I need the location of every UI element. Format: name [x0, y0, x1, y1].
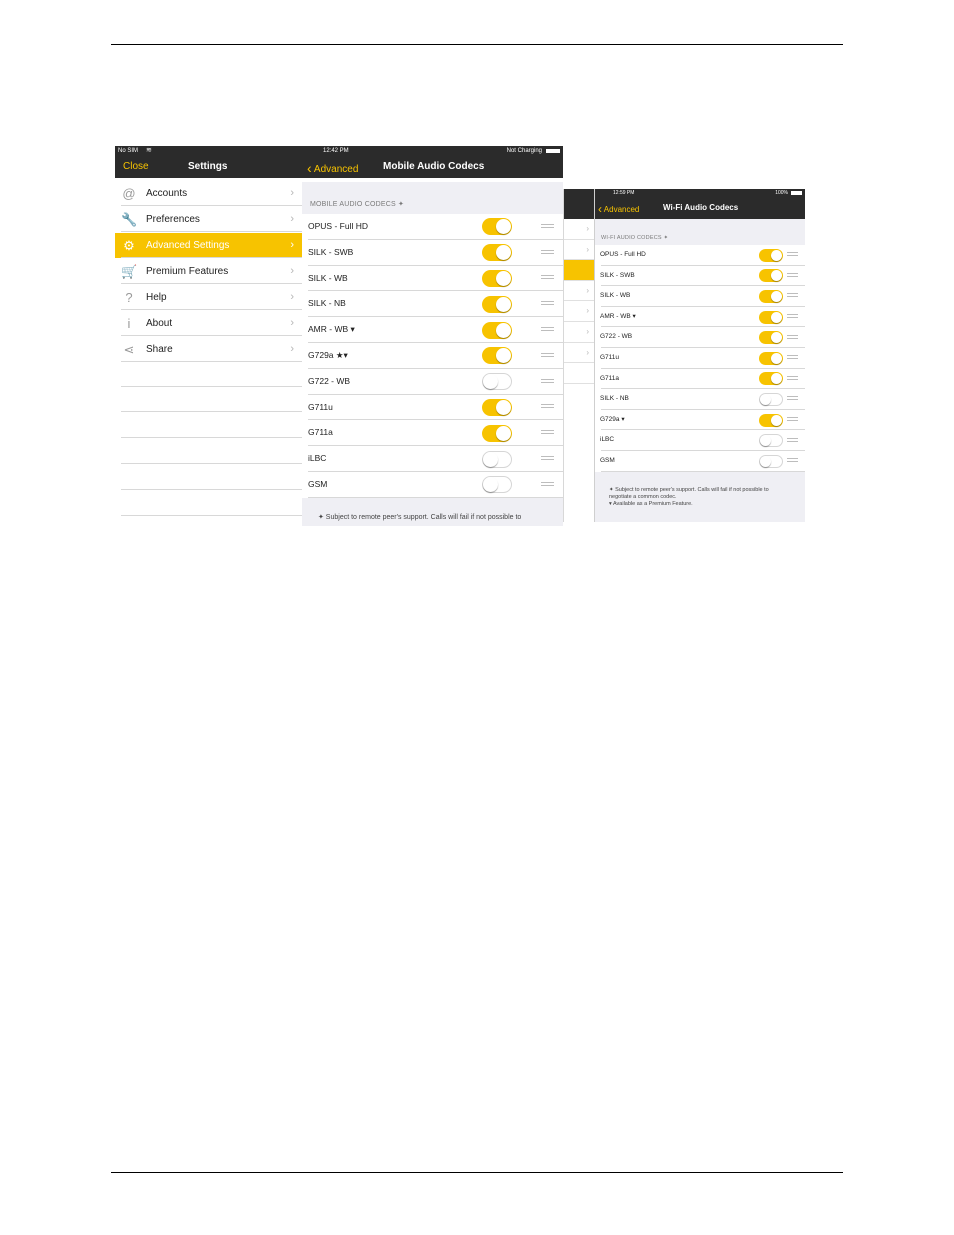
- codec-row: [302, 291, 563, 317]
- toggle-knob: [771, 353, 782, 364]
- reorder-handle-icon[interactable]: [541, 353, 554, 359]
- divider: [121, 257, 302, 258]
- chevron-right-icon: ›: [290, 343, 294, 355]
- divider: [121, 231, 302, 232]
- codec-toggle[interactable]: [482, 322, 512, 339]
- background-list-row: [564, 260, 595, 281]
- reorder-handle-icon[interactable]: [787, 355, 798, 361]
- chevron-right-icon: ›: [290, 239, 294, 251]
- divider: [121, 335, 302, 336]
- codec-toggle[interactable]: [759, 414, 783, 427]
- wifi-icon: ≋: [146, 147, 152, 154]
- codec-toggle[interactable]: [759, 352, 783, 365]
- codec-name: G729a ★▾: [308, 350, 348, 360]
- background-list-row: [564, 281, 595, 302]
- reorder-handle-icon[interactable]: [787, 273, 798, 279]
- codec-name: OPUS - Full HD: [600, 251, 646, 258]
- codec-row: [595, 307, 805, 328]
- battery-icon: [791, 191, 802, 195]
- codec-toggle[interactable]: [482, 270, 512, 287]
- settings-item[interactable]: [115, 233, 302, 258]
- codec-toggle[interactable]: [482, 347, 512, 364]
- codec-name: SILK - WB: [308, 272, 348, 283]
- chevron-right-icon: ›: [586, 306, 589, 316]
- settings-item[interactable]: [115, 259, 302, 284]
- chevron-right-icon: ›: [586, 327, 589, 336]
- back-label: Advanced: [603, 205, 640, 214]
- cart-icon: 🛒: [121, 264, 138, 279]
- codec-row: [302, 369, 563, 395]
- chevron-right-icon: ›: [586, 347, 589, 357]
- settings-item-label: Premium Features: [146, 266, 229, 277]
- reorder-handle-icon[interactable]: [541, 404, 554, 410]
- codec-row: [595, 266, 805, 287]
- page-top-rule: [111, 44, 843, 45]
- toggle-knob: [771, 332, 782, 343]
- divider: [121, 309, 302, 310]
- chevron-right-icon: ›: [586, 224, 589, 233]
- settings-nav-bar: [115, 156, 302, 178]
- reorder-handle-icon[interactable]: [541, 250, 554, 256]
- nav-title: Settings: [188, 161, 228, 172]
- gears-icon: ⚙: [123, 238, 135, 253]
- settings-item-label: Advanced Settings: [146, 240, 230, 251]
- codec-row: [302, 420, 563, 446]
- status-bar: [595, 189, 805, 197]
- codec-row: [302, 472, 563, 498]
- divider: [601, 471, 805, 472]
- divider: [121, 386, 302, 387]
- codec-row: [595, 327, 805, 348]
- battery-status: Not Charging: [506, 148, 542, 154]
- share-icon: ⋖: [123, 342, 135, 357]
- codec-row: [302, 240, 563, 266]
- codec-toggle[interactable]: [482, 451, 512, 468]
- settings-item-label: Preferences: [146, 214, 200, 225]
- reorder-handle-icon[interactable]: [787, 293, 798, 299]
- toggle-knob: [483, 374, 498, 389]
- toggle-knob: [771, 373, 782, 384]
- toggle-knob: [771, 415, 782, 426]
- settings-panel: [115, 146, 302, 526]
- divider: [121, 411, 302, 412]
- codec-name: G729a ▾: [600, 415, 625, 423]
- toggle-knob: [496, 271, 511, 286]
- divider: [121, 361, 302, 362]
- codec-toggle[interactable]: [482, 218, 512, 235]
- reorder-handle-icon[interactable]: [787, 335, 798, 341]
- codec-toggle[interactable]: [759, 434, 783, 447]
- toggle-knob: [496, 297, 511, 312]
- chevron-right-icon: ›: [290, 317, 294, 329]
- codec-toggle[interactable]: [759, 393, 783, 406]
- settings-item[interactable]: [115, 337, 302, 362]
- mobile-codecs-panel: [302, 146, 563, 526]
- divider: [121, 489, 302, 490]
- footnotes: [609, 487, 769, 508]
- codec-name: OPUS - Full HD: [308, 221, 368, 231]
- codec-toggle[interactable]: [759, 269, 783, 282]
- reorder-handle-icon[interactable]: [787, 314, 798, 320]
- codec-name: SILK - SWB: [600, 271, 635, 279]
- reorder-handle-icon[interactable]: [787, 396, 798, 402]
- close-button[interactable]: Close: [123, 161, 149, 172]
- chevron-right-icon: ›: [586, 285, 589, 295]
- codec-toggle[interactable]: [482, 373, 512, 390]
- chevron-right-icon: ›: [290, 187, 294, 199]
- codec-toggle[interactable]: [482, 296, 512, 313]
- codec-row: [595, 430, 805, 451]
- back-button[interactable]: [598, 197, 639, 221]
- codec-name: iLBC: [600, 436, 615, 444]
- back-label: Advanced: [313, 164, 359, 175]
- codec-toggle[interactable]: [759, 331, 783, 344]
- settings-item[interactable]: [115, 311, 302, 336]
- toggle-knob: [496, 219, 511, 234]
- codec-name: SILK - WB: [600, 292, 631, 300]
- strip-nav-bar: [564, 189, 595, 219]
- footnote: ✦ Subject to remote peer's support. Calls will fail if not possible to: [318, 514, 522, 521]
- divider: [121, 463, 302, 464]
- codec-toggle[interactable]: [482, 399, 512, 416]
- settings-item[interactable]: [115, 181, 302, 206]
- settings-item-label: Share: [146, 344, 173, 355]
- codec-name: SILK - NB: [308, 298, 346, 309]
- codec-toggle[interactable]: [482, 425, 512, 442]
- background-list-strip: [563, 189, 595, 522]
- reorder-handle-icon[interactable]: [541, 224, 554, 230]
- chevron-right-icon: ›: [290, 291, 294, 303]
- wifi-codecs-panel: [594, 189, 805, 522]
- codec-name: GSM: [308, 479, 328, 489]
- settings-item[interactable]: [115, 285, 302, 310]
- codec-name: G722 - WB: [308, 375, 351, 386]
- chevron-left-icon: ‹: [307, 160, 312, 176]
- codec-row: [595, 389, 805, 410]
- codec-toggle[interactable]: [759, 290, 783, 303]
- status-time: 12:59 PM: [613, 190, 635, 196]
- reorder-handle-icon[interactable]: [787, 438, 798, 444]
- status-time: 12:42 PM: [323, 148, 349, 154]
- section-header: MOBILE AUDIO CODECS ✦: [310, 201, 405, 208]
- codec-row: [595, 410, 805, 431]
- reorder-handle-icon[interactable]: [787, 417, 798, 423]
- nav-title: Mobile Audio Codecs: [383, 161, 485, 172]
- codec-row: [302, 214, 563, 240]
- codec-row: [595, 451, 805, 472]
- section-header: WI-FI AUDIO CODECS ✦: [601, 235, 669, 241]
- toggle-knob: [496, 400, 511, 415]
- reorder-handle-icon[interactable]: [787, 376, 798, 382]
- battery-icon: [546, 149, 560, 153]
- reorder-handle-icon[interactable]: [541, 456, 554, 462]
- wifi-nav-bar: [595, 197, 805, 219]
- toggle-knob: [496, 426, 511, 441]
- mobile-nav-bar: [302, 156, 563, 178]
- reorder-handle-icon[interactable]: [541, 430, 554, 436]
- background-list-row: [564, 219, 595, 240]
- codec-name: G711u: [600, 354, 620, 361]
- codec-name: iLBC: [308, 453, 327, 464]
- settings-item-label: Help: [146, 292, 167, 303]
- codec-name: AMR - WB ▾: [308, 324, 355, 335]
- codec-name: G711a: [600, 374, 620, 382]
- codec-toggle[interactable]: [759, 372, 783, 385]
- toggle-knob: [483, 477, 498, 492]
- chevron-left-icon: ‹: [598, 202, 602, 216]
- settings-item-label: Accounts: [146, 188, 188, 199]
- toggle-knob: [496, 245, 511, 260]
- settings-item[interactable]: [115, 207, 302, 232]
- toggle-knob: [483, 452, 498, 467]
- toggle-knob: [496, 323, 511, 338]
- status-bar: [302, 146, 563, 156]
- help-icon: ?: [125, 290, 133, 305]
- codec-row: [595, 369, 805, 390]
- codec-toggle[interactable]: [759, 311, 783, 324]
- background-list-row: [564, 322, 595, 343]
- background-list-row: [564, 343, 595, 364]
- codec-name: G711a: [308, 427, 333, 438]
- codec-row: [595, 286, 805, 307]
- codec-toggle[interactable]: [482, 476, 512, 493]
- toggle-knob: [760, 435, 771, 446]
- codec-row: [302, 317, 563, 343]
- chevron-right-icon: ›: [290, 213, 294, 225]
- carrier-label: No SIM: [118, 148, 139, 154]
- status-bar: [115, 146, 302, 156]
- codec-name: G711u: [308, 401, 333, 412]
- nav-title: Wi-Fi Audio Codecs: [663, 203, 739, 212]
- codec-row: [595, 348, 805, 369]
- info-icon: i: [127, 316, 131, 331]
- codec-name: G722 - WB: [600, 333, 633, 341]
- footnote: negotiate a common codec.: [609, 494, 677, 500]
- reorder-handle-icon[interactable]: [541, 482, 554, 488]
- toggle-knob: [771, 312, 782, 323]
- background-list-row: [564, 240, 595, 261]
- reorder-handle-icon[interactable]: [787, 252, 798, 258]
- codec-toggle[interactable]: [759, 455, 783, 468]
- divider: [121, 283, 302, 284]
- page-bottom-rule: [111, 1172, 843, 1173]
- background-list-row: [564, 363, 595, 384]
- codec-name: SILK - SWB: [308, 246, 354, 257]
- codec-row: [302, 343, 563, 369]
- codec-row: [595, 245, 805, 266]
- toggle-knob: [760, 456, 771, 467]
- reorder-handle-icon[interactable]: [787, 458, 798, 464]
- codec-name: AMR - WB ▾: [600, 312, 636, 320]
- toggle-knob: [496, 348, 511, 363]
- chevron-right-icon: ›: [586, 244, 589, 254]
- toggle-knob: [771, 270, 782, 281]
- reorder-handle-icon[interactable]: [541, 301, 554, 307]
- settings-item-label: About: [146, 318, 173, 329]
- reorder-handle-icon[interactable]: [541, 275, 554, 281]
- toggle-knob: [771, 291, 782, 302]
- divider: [308, 497, 563, 498]
- divider: [121, 515, 302, 516]
- divider: [121, 205, 302, 206]
- codec-row: [302, 395, 563, 421]
- footnote: ▾ Available as a Premium Feature.: [609, 501, 693, 507]
- background-list-row: [564, 301, 595, 322]
- wrench-icon: 🔧: [121, 212, 138, 227]
- codec-toggle[interactable]: [482, 244, 512, 261]
- toggle-knob: [771, 250, 782, 261]
- divider: [121, 437, 302, 438]
- reorder-handle-icon[interactable]: [541, 379, 554, 385]
- divider: [564, 383, 595, 384]
- codec-name: GSM: [600, 457, 615, 464]
- codec-name: SILK - NB: [600, 395, 629, 403]
- codec-row: [302, 446, 563, 472]
- codec-toggle[interactable]: [759, 249, 783, 262]
- codec-row: [302, 266, 563, 292]
- toggle-knob: [760, 394, 771, 405]
- battery-status: 100%: [775, 190, 788, 196]
- footnote: ✦ Subject to remote peer's support. Calls will fail if not possible to: [609, 487, 769, 493]
- chevron-right-icon: ›: [290, 265, 294, 277]
- at-icon: @: [122, 186, 136, 201]
- reorder-handle-icon[interactable]: [541, 327, 554, 333]
- back-button[interactable]: [307, 156, 358, 181]
